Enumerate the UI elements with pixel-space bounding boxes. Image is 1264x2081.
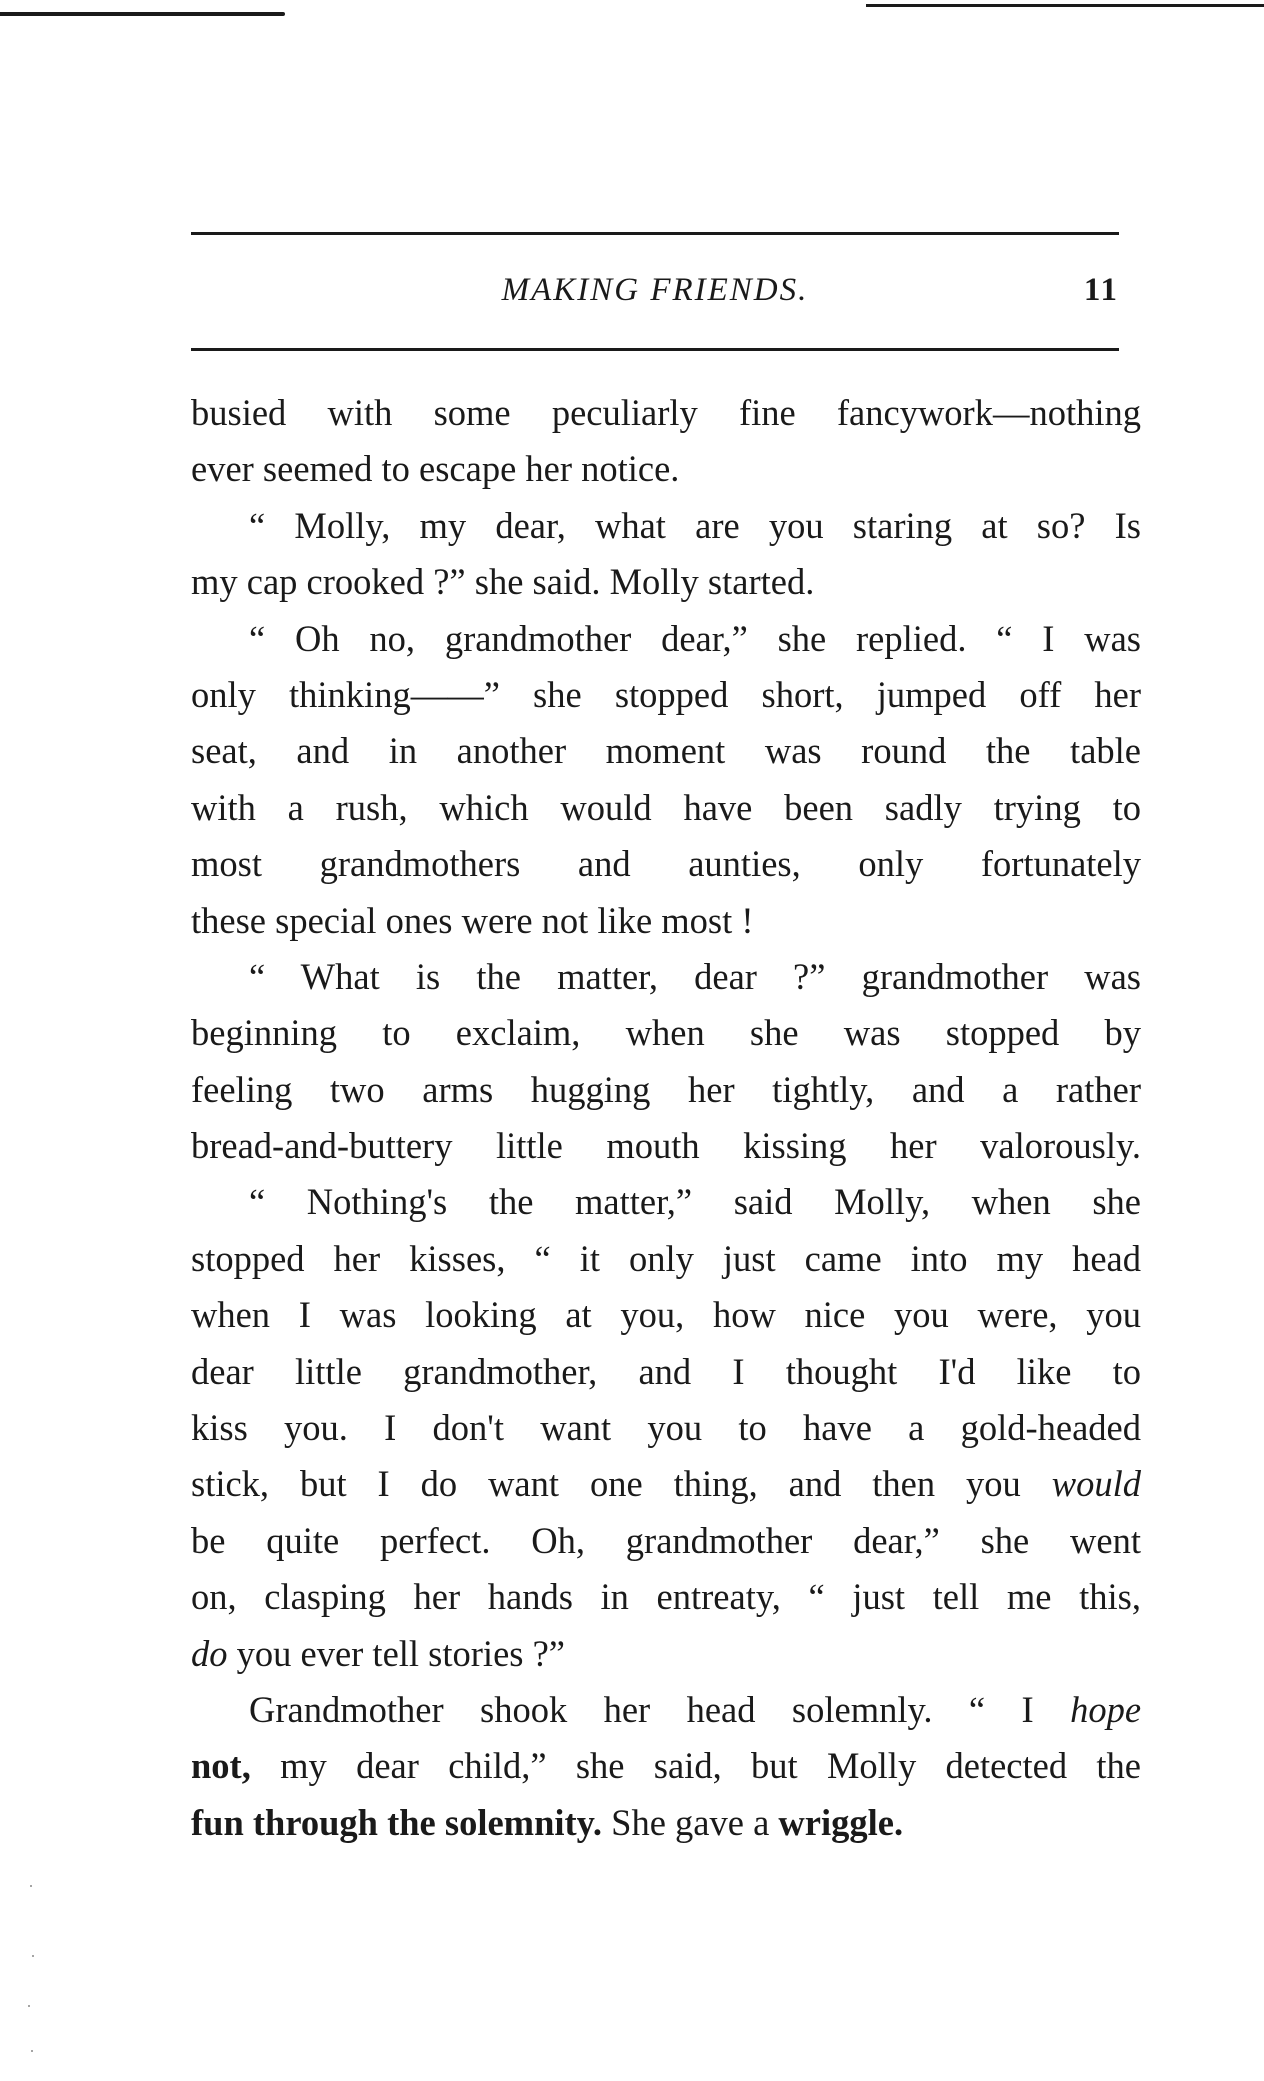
text-line: feeling two arms hugging her tightly, and a rather (191, 1068, 1141, 1110)
text-line: on, clasping her hands in entreaty, “ just tell me this, (191, 1576, 1141, 1618)
text-line: busied with some peculiarly fine fancywork—nothing (191, 392, 1141, 433)
text-line: beginning to exclaim, when she was stopped by (191, 1012, 1141, 1054)
text-segment: not, (191, 1745, 251, 1787)
text-line: bread-and-buttery little mouth kissing her valorously. (191, 1125, 1141, 1167)
text-line: these special ones were not like most ! (191, 899, 754, 941)
italic-word: do (191, 1632, 228, 1674)
running-head (191, 272, 1119, 322)
text-segment: stick, but I do want one thing, and then you (191, 1463, 1021, 1505)
text-segment: you ever tell stories ?” (227, 1632, 566, 1674)
text-line: stopped her kisses, “ it only just came into my head (191, 1237, 1141, 1279)
speck (30, 1885, 32, 1887)
text-line (191, 1738, 1141, 1794)
text-line: with a rush, which would have been sadly trying to (191, 786, 1141, 828)
speck (31, 2050, 33, 2052)
header-rule-bottom (191, 348, 1119, 351)
text-line: seat, and in another moment was round the table (191, 730, 1141, 772)
text-line (191, 1456, 1141, 1512)
text-line (191, 1626, 1141, 1682)
text-segment: Grandmother shook her head solemnly. “ I (249, 1688, 1034, 1730)
text-line: most grandmothers and aunties, only fortunately (191, 843, 1141, 885)
text-line: “ Nothing's the matter,” said Molly, when she (249, 1181, 1141, 1223)
speck (28, 2005, 30, 2007)
text-segment: She gave a (602, 1801, 779, 1843)
text-segment: my dear child,” she said, but Molly detected the (250, 1745, 1141, 1787)
text-line: only thinking——” she stopped short, jumped off her (191, 673, 1141, 715)
text-line (191, 1795, 1141, 1851)
text-line: ever seemed to escape her notice. (191, 448, 680, 490)
text-line: “ Molly, my dear, what are you staring at so? Is (249, 504, 1141, 546)
text-line: “ Oh no, grandmother dear,” she replied. “ I was (249, 617, 1141, 659)
text-segment: fun through the solemnity. (191, 1801, 603, 1843)
scan-specks (26, 1885, 36, 2075)
text-line: my cap crooked ?” she said. Molly started. (191, 561, 815, 603)
italic-word: hope (1070, 1688, 1142, 1730)
body-text (191, 385, 1141, 1851)
text-line: when I was looking at you, how nice you were, you (191, 1294, 1141, 1336)
scan-edge-mark-right (866, 4, 1264, 7)
text-line (191, 1682, 1141, 1738)
text-line: kiss you. I don't want you to have a gold-headed (191, 1407, 1141, 1449)
italic-word: would (1051, 1463, 1141, 1505)
text-line: dear little grandmother, and I thought I'd like to (191, 1350, 1141, 1392)
running-title: MAKING FRIENDS. (501, 272, 809, 308)
speck (32, 1955, 34, 1957)
text-line: be quite perfect. Oh, grandmother dear,” she went (191, 1519, 1141, 1561)
scan-edge-mark-left (0, 12, 285, 16)
text-line: “ What is the matter, dear ?” grandmother was (249, 955, 1141, 997)
page-number: 11 (1083, 272, 1119, 308)
text-segment: wriggle. (778, 1801, 904, 1843)
header-rule-top (191, 232, 1119, 235)
